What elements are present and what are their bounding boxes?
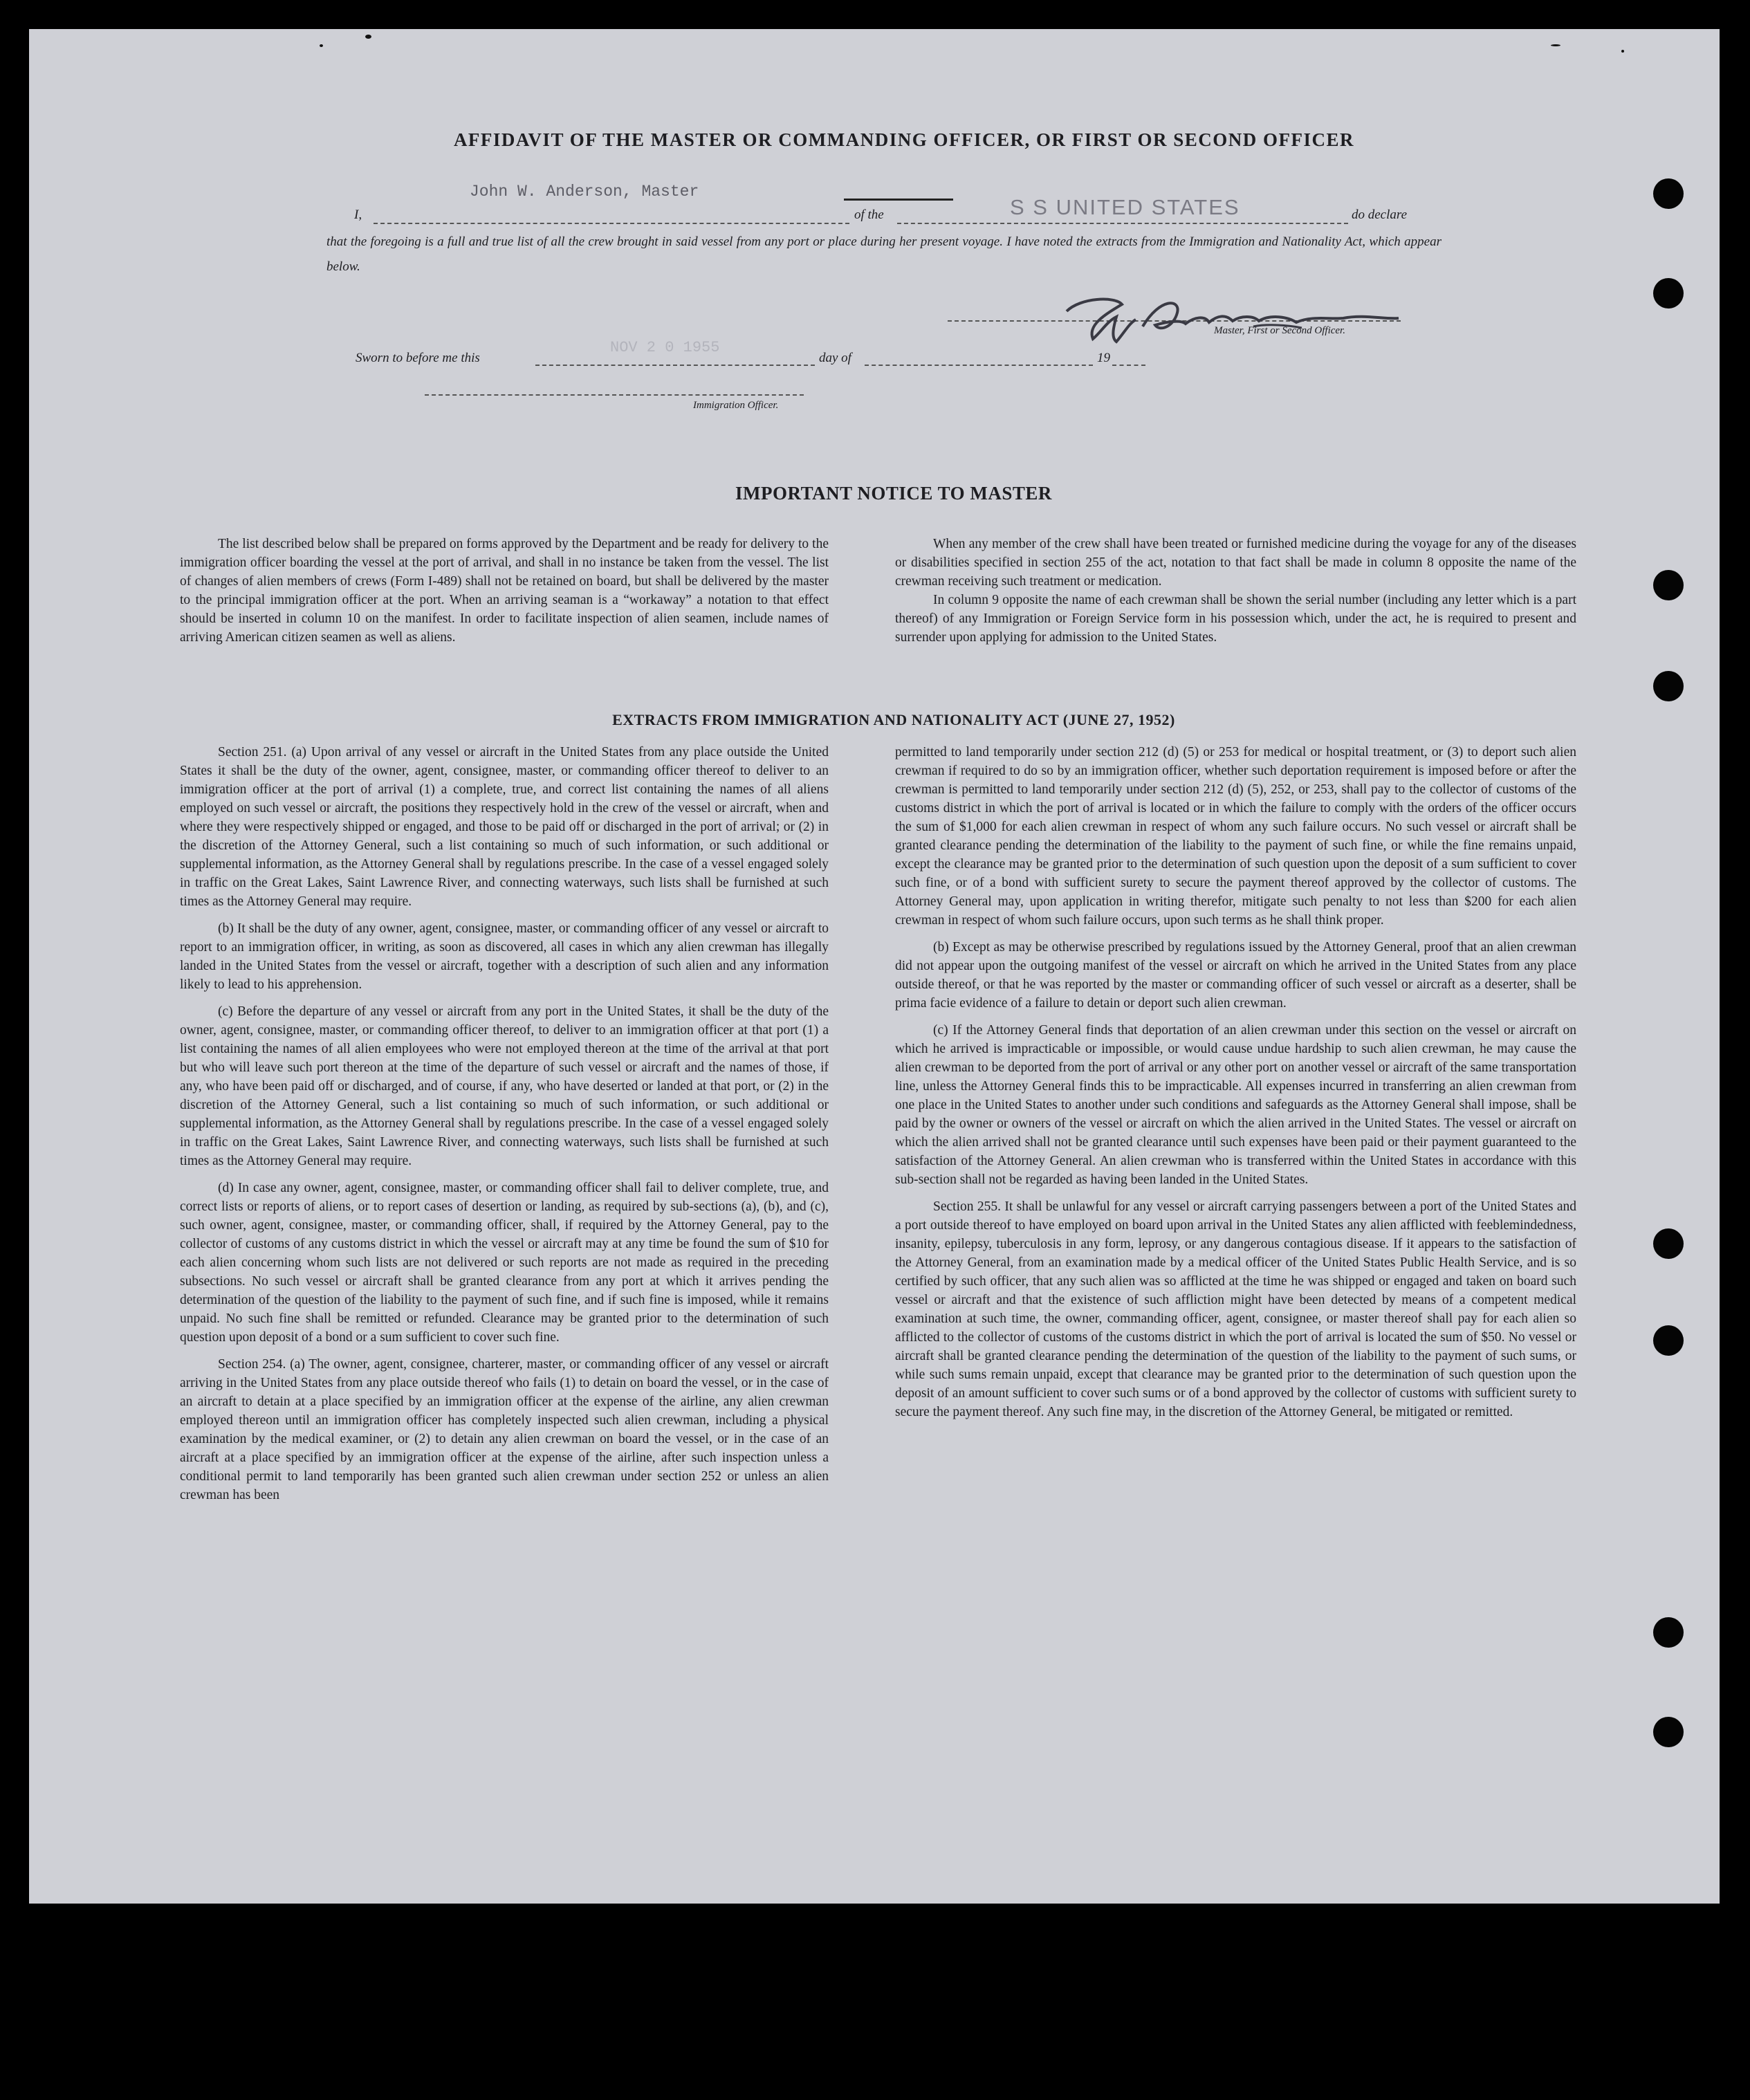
sworn-year-line (1112, 365, 1145, 366)
year-label: 19 (1097, 351, 1110, 365)
title-rule (844, 199, 953, 201)
vessel-name-line (897, 223, 1348, 224)
document-page (29, 29, 1720, 1904)
handwritten-signature (1039, 284, 1426, 349)
sworn-label: Sworn to before me this (356, 351, 480, 365)
binder-hole (1653, 1617, 1684, 1648)
extract-section-251b: (b) It shall be the duty of any owner, agent, consignee, master, or commanding officer of any vessel or aircraft to report to an immigration officer, in writing, as soon as discovered, all cases in which any alien crewman has illegally landed in the United States from the vessel or aircraft, together with a description of such alien and any information likely to lead to his apprehension. (180, 921, 829, 992)
master-name-line (374, 223, 849, 224)
extract-section-251d: (d) In case any owner, agent, consignee, master, or commanding officer shall fail to deliver complete, true, and correct lists or reports of aliens, or to report cases of desertion or landing, as required by sub-sections (a), (b), and (c), such owner, agent, consignee, master, or commanding officer, shall, if required by the Attorney General, pay to the collector of customs of any customs district in which the vessel or aircraft may at any time be found the sum of $10 for each alien concerning whom such lists are not delivered or such reports are not made as required in the preceding subsections. No such vessel or aircraft shall be granted clearance from any port at which it arrives pending the determination of the question of the liability to the payment of such fine, and if such fine is imposed, while it remains unpaid. No such fine shall be remitted or refunded. Clearance may be granted prior to the determination of such question upon deposit of a bond or a sum sufficient to cover such fine. (180, 1181, 829, 1345)
binder-hole (1653, 570, 1684, 600)
notice-right-paragraph-2: In column 9 opposite the name of each crewman shall be shown the serial number (including any letter which is a part thereof) of any Immigration or Foreign Service form in his possession which, under the act, he is required to present and surrender upon applying for admission to the United States. (895, 593, 1576, 645)
notice-title: IMPORTANT NOTICE TO MASTER (735, 483, 1052, 504)
binder-hole (1653, 671, 1684, 701)
sworn-day-line (535, 365, 815, 366)
extract-section-251c: (c) Before the departure of any vessel or aircraft from any port in the United States, it shall be the duty of the owner, agent, consignee, master, or commanding officer thereof, to deliver to an immigration officer at that port (1) a list containing the names of all alien employees who were not employed thereon at the time of the arrival at that port but who will leave such port thereon at the time of the departure of such vessel or aircraft and the names of those, if any, who have been paid off or discharged, and of course, if any, who have deserted or landed at that port, or (2) in the discretion of the Attorney General, such a list containing so much of such information, or such additional or supplemental information, as the Attorney General shall by regulations prescribe. In the case of a vessel engaged solely in traffic on the Great Lakes, Saint Lawrence River, and connecting waterways, such lists shall be furnished at such times as the Attorney General may require. (180, 1004, 829, 1168)
sworn-date-stamp: NOV 2 0 1955 (610, 339, 720, 356)
extract-section-254b: (b) Except as may be otherwise prescribed by regulations issued by the Attorney General, proof that an alien crewman did not appear upon the outgoing manifest of the vessel or aircraft on which he arrived in the United States from any place outside thereof, or that he was reported by the master or commanding officer of such vessel or aircraft as a deserter, shall be prima facie evidence of a failure to detain or deport such alien crewman. (895, 940, 1576, 1011)
i-label: I, (354, 208, 362, 222)
do-declare-label: do declare (1352, 208, 1408, 222)
scan-speck (1551, 44, 1560, 46)
extract-section-255: Section 255. It shall be unlawful for any vessel or aircraft carrying passengers between a port of the United States and a port outside thereof to have employed on board upon arrival in the United States any alien afflicted with feeblemindedness, insanity, epilepsy, tuberculosis in any form, leprosy, or any dangerous contagious disease. If it appears to the satisfaction of the Attorney General, from an examination made by a medical officer of the United States Public Health Service, and is so certified by such officer, that any such alien was so afflicted at the time he was shipped or engaged and taken on board such vessel or aircraft and that the existence of such affliction might have been detected by means of a competent medical examination at such time, the owner, commanding officer, agent, consignee, or master thereof shall pay for each alien so afflicted to the collector of customs of the customs district in which the port of arrival is located the sum of $50. No vessel or aircraft shall be granted clearance pending the determination of the question of the liability to the payment of such sums, or while such sums remain unpaid, except that clearance may be granted prior to the determination of such question upon the deposit of an amount sufficient to cover such sums or of a bond approved by the collector of customs with sufficient surety to secure the payment thereof. Any such fine may, in the discretion of the Attorney General, be mitigated or remitted. (895, 1199, 1576, 1419)
day-of-label: day of (819, 351, 851, 365)
extracts-left-column (180, 743, 829, 1504)
notice-left-paragraph: The list described below shall be prepared on forms approved by the Department and be ready for delivery to the immigration officer boarding the vessel at the port of arrival, and shall in no instance be taken from the vessel. The list of changes of alien members of crews (Form I-489) shall not be retained on board, but shall be delivered by the master to the principal immigration officer at the port. When an arriving seaman is a “workaway” a notation to that effect should be inserted in column 10 on the manifest. In order to facilitate inspection of alien seamen, include names of arriving American citizen seamen as well as aliens. (180, 537, 829, 645)
binder-hole (1653, 1228, 1684, 1259)
scan-speck (1621, 50, 1624, 53)
extract-section-254a-cont: permitted to land temporarily under section 212 (d) (5) or 253 for medical or hospital treatment, or (3) to deport such alien crewman if required to do so by an immigration officer, whether such deportation requirement is imposed before or after the crewman is permitted to land temporarily under section 212 (d) (5), 252, or 253, shall pay to the collector of customs of the customs district in which the port of arrival is located or in which the failure to comply with the orders of the officer occurs the sum of $1,000 for each alien crewman in respect of whom any such failure occurs. No such vessel or aircraft shall be granted clearance pending the determination of the liability to the payment of such fine, or while the fine remains unpaid, except the clearance may be granted prior to the determination of such question upon the deposit of a sum sufficient to cover such fine, or of a bond with sufficient surety to secure the payment thereof approved by the collector of customs. The Attorney General may, upon application in writing therefor, mitigate such penalty to not less than $200 for each alien crewman in respect of whom such failure occurs, upon such terms as he shall think proper. (895, 745, 1576, 928)
binder-hole (1653, 278, 1684, 308)
affidavit-title: AFFIDAVIT OF THE MASTER OR COMMANDING OFFICER, OR FIRST OR SECOND OFFICER (453, 129, 1355, 150)
notice-left-column (180, 535, 829, 647)
notice-right-paragraph-1: When any member of the crew shall have been treated or furnished medicine during the voyage for any of the diseases or disabilities specified in section 255 of the act, notation to that fact shall be made in column 8 opposite the name of the crewman receiving such treatment or medication. (895, 537, 1576, 589)
officer-signature-line (425, 394, 804, 396)
extracts-title: EXTRACTS FROM IMMIGRATION AND NATIONALITY ACT (JUNE 27, 1952) (612, 711, 1175, 728)
extract-section-254a: Section 254. (a) The owner, agent, consignee, charterer, master, or commanding officer of any vessel or aircraft arriving in the United States from any place outside thereof who fails (1) to detain on board the vessel, or in the case of an aircraft to detain at a place specified by an immigration officer at the expense of the airline, any alien crewman employed thereon until an immigration officer has completely inspected such alien crewman, including a physical examination by the medical examiner, or (2) to detain any alien crewman on board the vessel, or in the case of an aircraft at a place specified by an immigration officer at the expense of the airline, after such inspection unless a conditional permit to land temporarily has been granted such alien crewman under section 252 or unless an alien crewman has been (180, 1357, 829, 1502)
binder-hole (1653, 1717, 1684, 1747)
officer-label: Immigration Officer. (693, 400, 779, 411)
typed-master-name: John W. Anderson, Master (470, 183, 699, 201)
extracts-right-column (895, 743, 1576, 1421)
binder-hole (1653, 178, 1684, 209)
extract-section-251a: Section 251. (a) Upon arrival of any vessel or aircraft in the United States from any place outside the United States it shall be the duty of the owner, agent, consignee, master, or commanding officer thereof to deliver to an immigration officer at the port of arrival (1) a complete, true, and correct list containing the names of all aliens employed on such vessel or aircraft, the positions they respectively hold in the crew of the vessel or aircraft, when and where they were respectively shipped or engaged, and those to be paid off or discharged in the port of arrival; or (2) in the discretion of the Attorney General, such a list containing so much of such information, or such additional or supplemental information, as the Attorney General shall by regulations prescribe. In the case of a vessel engaged solely in traffic on the Great Lakes, Saint Lawrence River, and connecting waterways, such lists shall be furnished at such times as the Attorney General may require. (180, 745, 829, 909)
notice-right-column (895, 535, 1576, 647)
of-the-label: of the (854, 208, 884, 222)
scan-speck (365, 35, 371, 39)
scan-speck (320, 44, 323, 47)
vessel-stamp: S S UNITED STATES (1010, 195, 1240, 219)
binder-hole (1653, 1325, 1684, 1356)
declaration-text: that the foregoing is a full and true list of all the crew brought in said vessel from any port or place during her present voyage. I have noted the extracts from the Immigration and Nationality Act, which appear below. (326, 234, 1442, 274)
sworn-month-line (865, 365, 1093, 366)
extract-section-254c: (c) If the Attorney General finds that deportation of an alien crewman under this section on the vessel or aircraft on which he arrived is impracticable or impossible, or would cause undue hardship to such alien crewman, he may cause the alien crewman to be deported from the port of arrival or any other port on another vessel or aircraft of the same transportation line, unless the Attorney General finds this to be impracticable. All expenses incurred in transferring an alien crewman from one place in the United States to another under such conditions and safeguards as the Attorney General shall impose, shall be paid by the owner or owners of the vessel or aircraft on which the alien arrived in the United States. The vessel or aircraft on which the alien arrived shall not be granted clearance until such expenses have been paid or their payment guaranteed to the satisfaction of the Attorney General. An alien crewman who is transferred within the United States in accordance with this sub-section shall not be regarded as having been landed in the United States. (895, 1023, 1576, 1187)
signature-role: Master, First or Second Officer. (1214, 325, 1345, 336)
